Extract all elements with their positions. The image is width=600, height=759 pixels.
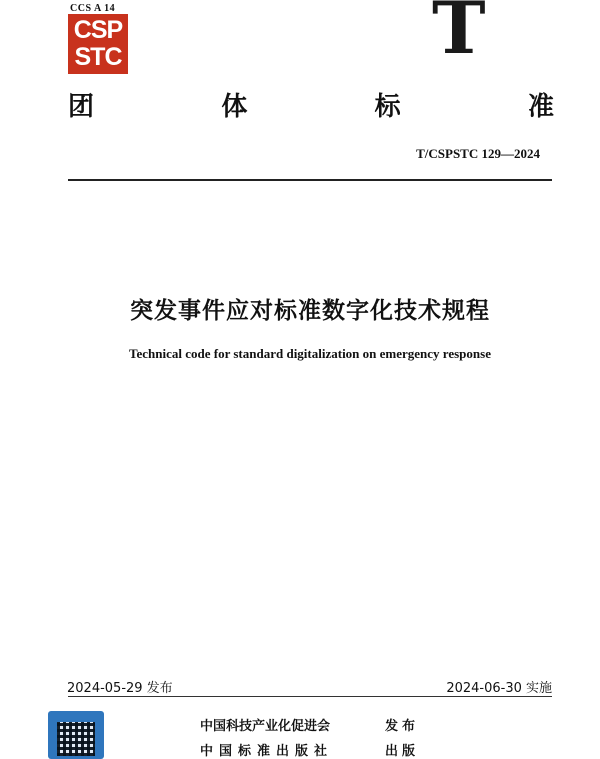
logo-line-1: CSP: [73, 16, 123, 44]
heading-char: 准: [527, 92, 554, 122]
publisher-org: 中国科技产业化促进会: [200, 719, 331, 734]
qr-code-icon: [57, 722, 95, 756]
header-divider: [68, 179, 552, 181]
title-chinese: 突发事件应对标准数字化技术规程: [130, 298, 490, 324]
heading-char: 团: [68, 92, 95, 122]
press-role: 出版: [385, 744, 420, 759]
issue-date: 2024-05-29 发布: [67, 681, 173, 696]
document-number: T/CSPSTC 129—2024: [416, 146, 540, 161]
standard-type-heading: [68, 86, 554, 123]
heading-char: 体: [221, 92, 248, 122]
press-org: 中国标准出版社: [200, 744, 334, 759]
heading-char: 标: [374, 92, 401, 122]
footer-divider: [68, 696, 552, 697]
implementation-date: 2024-06-30 实施: [446, 681, 552, 696]
publisher-role: 发布: [385, 719, 420, 734]
cspstc-logo: [68, 14, 128, 74]
title-english: Technical code for standard digitalization on emergency response: [129, 346, 491, 361]
ccs-code: CCS A 14: [70, 3, 116, 14]
logo-line-2: STC: [74, 43, 122, 71]
standard-category-letter: T: [432, 0, 486, 70]
qr-code-badge: [48, 711, 104, 759]
